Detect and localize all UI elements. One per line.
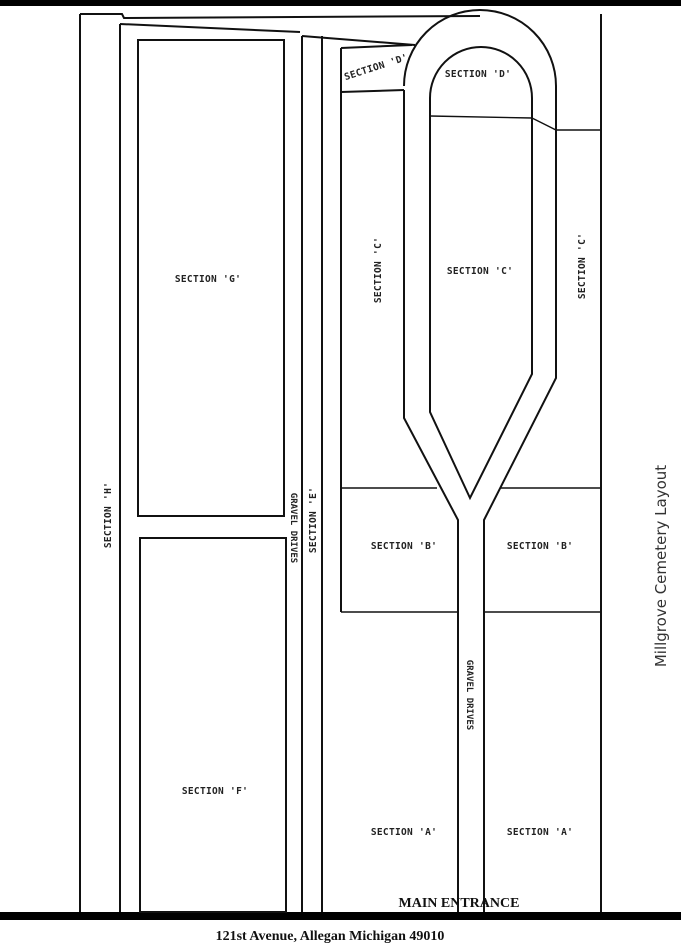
top-scan-border <box>0 0 681 6</box>
label-section-d-top: SECTION 'D' <box>444 69 512 80</box>
main-entrance-label: MAIN ENTRANCE <box>398 896 520 911</box>
label-section-b-left: SECTION 'B' <box>370 541 438 552</box>
bottom-scan-border <box>0 912 681 920</box>
label-section-c-center: SECTION 'C' <box>446 266 514 277</box>
label-gravel-drives-left: GRAVEL DRIVES <box>288 492 298 564</box>
label-gravel-drives-main: GRAVEL DRIVES <box>464 659 474 731</box>
map-title: Millgrove Cemetery Layout <box>652 464 670 668</box>
label-section-h: SECTION 'H' <box>103 481 114 549</box>
gravel-drive-loop <box>404 10 556 912</box>
label-section-c-right: SECTION 'C' <box>577 232 588 300</box>
label-section-d-left: SECTION 'D' <box>343 52 410 84</box>
label-section-b-right: SECTION 'B' <box>506 541 574 552</box>
label-section-e: SECTION 'E' <box>308 486 319 554</box>
label-section-a-left: SECTION 'A' <box>370 827 438 838</box>
label-section-a-right: SECTION 'A' <box>506 827 574 838</box>
plot-section-f <box>140 538 286 912</box>
label-section-g: SECTION 'G' <box>174 274 242 285</box>
address-label: 121st Avenue, Allegan Michigan 49010 <box>215 929 445 944</box>
label-section-f: SECTION 'F' <box>181 786 249 797</box>
label-section-c-left: SECTION 'C' <box>373 236 384 304</box>
